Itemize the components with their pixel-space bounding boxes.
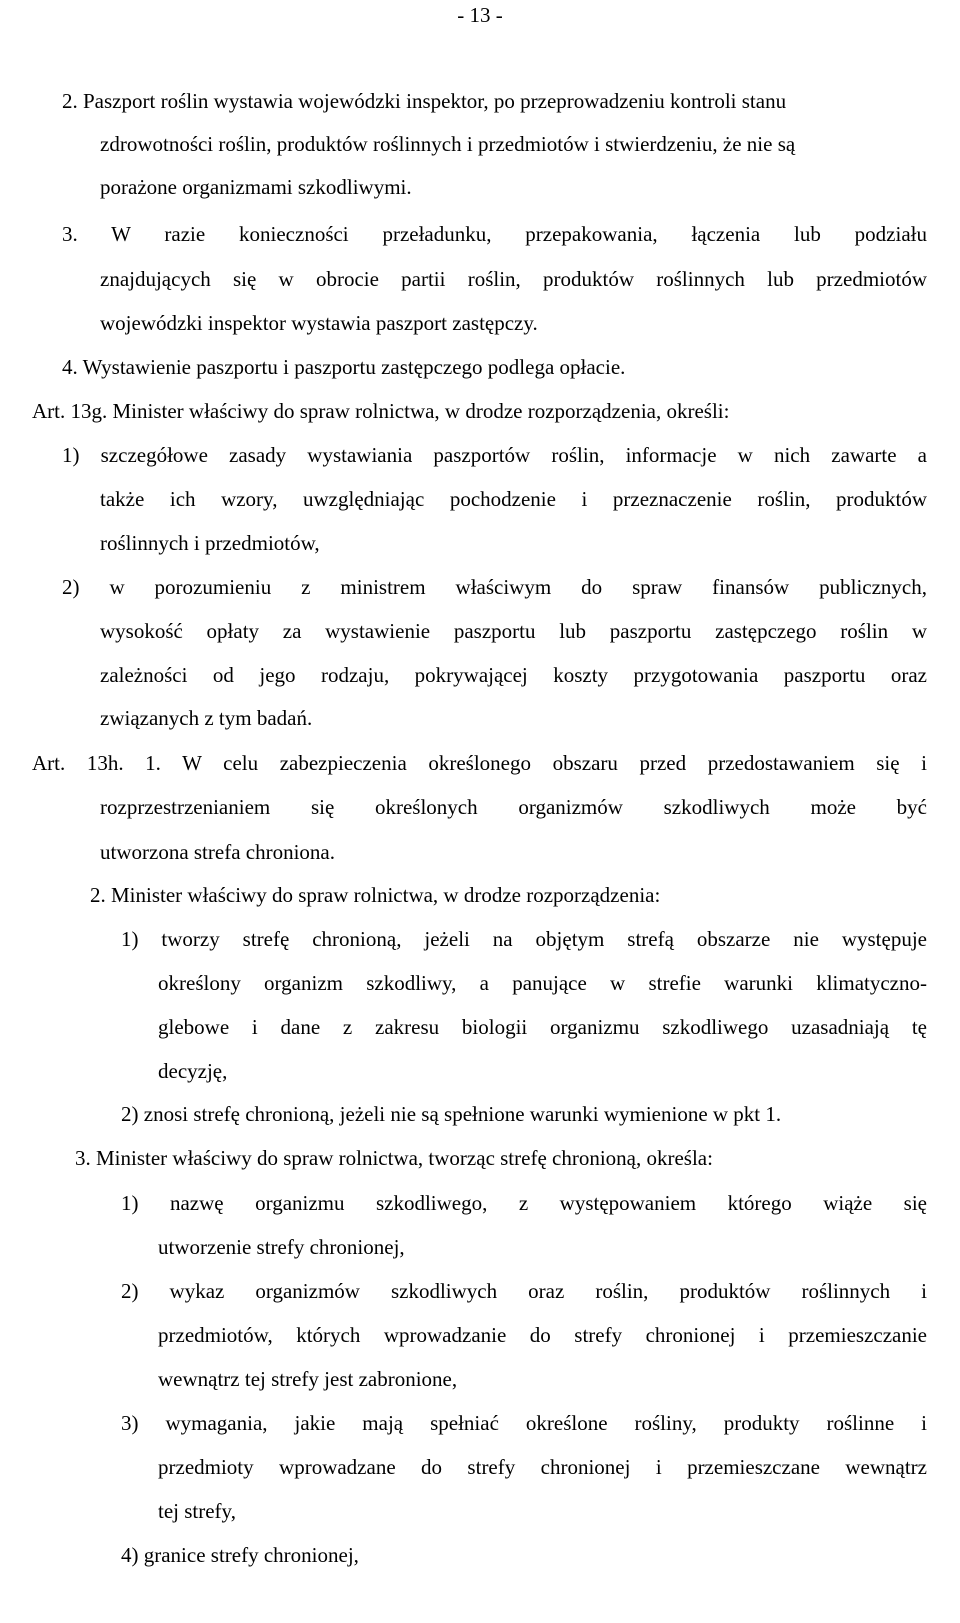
text-line: wewnątrz tej strefy jest zabronione,: [158, 1367, 458, 1391]
text-line: 3. Minister właściwy do spraw rolnictwa, tworząc strefę chronioną, określa:: [75, 1146, 713, 1170]
text-line: 2. Paszport roślin wystawia wojewódzki inspektor, po przeprowadzeniu kontroli stanu: [62, 89, 787, 113]
text-line: znajdujących się w obrocie partii roślin, produktów roślinnych lub przedmiotów: [100, 267, 927, 291]
text-line: także ich wzory, uwzględniając pochodzenie i przeznaczenie roślin, produktów: [100, 487, 927, 511]
text-line: 1) tworzy strefę chronioną, jeżeli na objętym strefą obszarze nie występuje: [121, 927, 927, 951]
text-line: 2) w porozumieniu z ministrem właściwym do spraw finansów publicznych,: [62, 575, 927, 599]
text-line: przedmioty wprowadzane do strefy chronionej i przemieszczane wewnątrz: [158, 1455, 927, 1479]
text-line: określony organizm szkodliwy, a panujące w strefie warunki klimatyczno-: [158, 971, 927, 995]
text-line: decyzję,: [158, 1059, 228, 1083]
text-line: wojewódzki inspektor wystawia paszport zastępczy.: [100, 311, 538, 335]
page-number: - 13 -: [457, 3, 503, 27]
text-line: 3. W razie konieczności przeładunku, przepakowania, łączenia lub podziału: [62, 222, 927, 246]
text-line: tej strefy,: [158, 1499, 236, 1523]
text-line: porażone organizmami szkodliwymi.: [100, 175, 412, 199]
text-line: 4. Wystawienie paszportu i paszportu zastępczego podlega opłacie.: [62, 355, 626, 379]
text-line: zależności od jego rodzaju, pokrywającej koszty przygotowania paszportu oraz: [100, 663, 927, 687]
text-line: roślinnych i przedmiotów,: [100, 531, 320, 555]
text-line: związanych z tym badań.: [100, 706, 313, 730]
text-line: rozprzestrzenianiem się określonych organizmów szkodliwych może być: [100, 795, 927, 819]
text-line: 1) szczegółowe zasady wystawiania paszportów roślin, informacje w nich zawarte a: [62, 443, 927, 467]
text-line: wysokość opłaty za wystawienie paszportu lub paszportu zastępczego roślin w: [100, 619, 927, 643]
text-line: 4) granice strefy chronionej,: [121, 1543, 359, 1567]
text-line: 2) znosi strefę chronioną, jeżeli nie są spełnione warunki wymienione w pkt 1.: [121, 1102, 782, 1126]
text-line: Art. 13g. Minister właściwy do spraw rolnictwa, w drodze rozporządzenia, określi:: [32, 399, 730, 423]
text-line: 3) wymagania, jakie mają spełniać określone rośliny, produkty roślinne i: [121, 1411, 927, 1435]
text-line: 1) nazwę organizmu szkodliwego, z występowaniem którego wiąże się: [121, 1191, 927, 1215]
text-line: zdrowotności roślin, produktów roślinnych i przedmiotów i stwierdzeniu, że nie są: [100, 132, 796, 156]
text-line: utworzona strefa chroniona.: [100, 840, 335, 864]
text-line: Art. 13h. 1. W celu zabezpieczenia określonego obszaru przed przedostawaniem się i: [32, 751, 927, 775]
text-line: przedmiotów, których wprowadzanie do strefy chronionej i przemieszczanie: [158, 1323, 927, 1347]
text-line: 2. Minister właściwy do spraw rolnictwa, w drodze rozporządzenia:: [90, 883, 661, 907]
text-line: utworzenie strefy chronionej,: [158, 1235, 405, 1259]
text-line: 2) wykaz organizmów szkodliwych oraz roślin, produktów roślinnych i: [121, 1279, 927, 1303]
text-line: glebowe i dane z zakresu biologii organizmu szkodliwego uzasadniają tę: [158, 1015, 927, 1039]
